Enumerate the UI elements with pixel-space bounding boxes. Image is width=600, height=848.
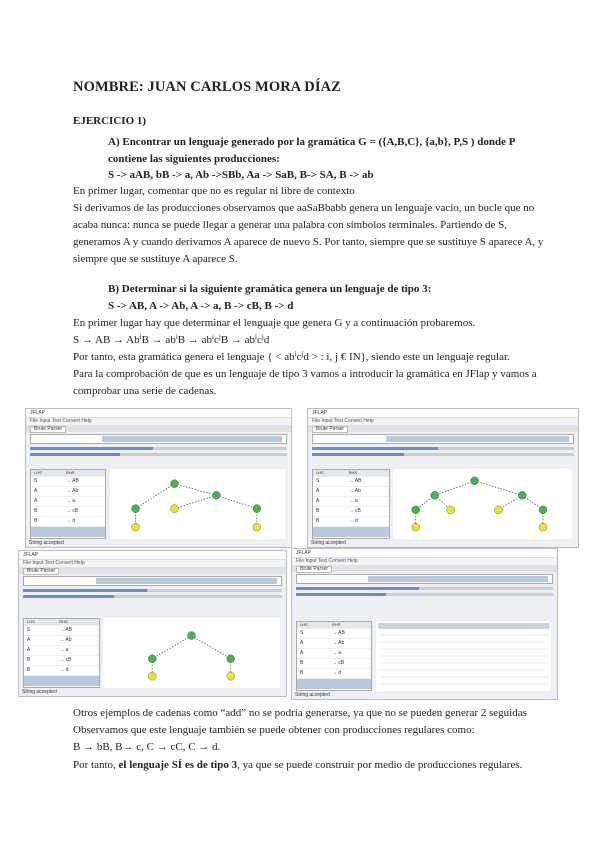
grammar-row[interactable] [31,497,105,507]
progress-slider[interactable] [296,587,553,590]
slider-fill [30,453,120,456]
grammar-row-selected[interactable] [313,527,389,537]
rhs: → d [59,667,69,673]
tree-node [539,523,547,531]
input-string-field[interactable] [102,436,282,442]
deriv-part: c [257,334,262,346]
text: , ya que se puede construir por medio de producciones regulares. [237,759,523,771]
paragraph: generamos A y cuando derivamos A aparece de nuevo S. Por tanto, siempre que se sustituye S aparece A, y [73,236,544,248]
rhs: → Ab [348,488,361,494]
lhs: A [34,488,38,494]
deriv-part: S → AB → Ab [73,334,140,346]
grammar-header: LHS RHS [297,622,371,629]
jflap-screenshot-3 [18,550,287,697]
input-toolbar [30,434,287,444]
deriv-part: B → ab [220,334,256,346]
jflap-screenshot-2 [307,408,579,548]
text: d > : i, j € IN}, siendo este un lenguaje regular. [303,351,510,363]
derivation-table-header [378,623,550,629]
grammar-row[interactable] [297,659,371,669]
tree-node [447,506,455,514]
menu-bar: File Input Test Convert Help [26,418,291,425]
paragraph: acaba nunca: nunca se puede llegar a generar una palabra con símbolos terminales. Partiendo de S, [73,219,508,231]
jflap-screenshot-1 [25,408,292,548]
rhs: → a [59,647,69,653]
rhs: → cB [332,660,345,666]
lhs: A [300,640,304,646]
tree-edge [475,481,523,496]
grammar-row[interactable] [313,517,389,527]
rhs: → Ab [66,488,79,494]
grammar-row-selected[interactable] [31,527,105,537]
status-bar: String accepted [26,540,291,547]
sup: i [139,333,142,341]
tab-brute-parser[interactable]: Brute Parser [30,426,66,433]
lhs: A [27,647,31,653]
grammar-row[interactable] [313,477,389,487]
tree-edge [216,495,256,508]
slider-fill [23,589,147,592]
progress-slider[interactable] [23,595,282,598]
derivation-tree [376,621,552,691]
grammar-row-selected[interactable] [297,679,371,689]
sup: i [255,333,257,341]
input-toolbar [296,574,553,584]
lhs: S [34,478,38,484]
status-bar: String accepted [308,540,578,547]
grammar-row[interactable] [31,517,105,527]
status-bar: String accepted [19,689,286,696]
lhs: B [316,508,320,514]
tree-node [494,506,502,514]
language-definition [73,350,510,364]
lhs: A [316,498,320,504]
grammar-row[interactable] [313,497,389,507]
rhs: → d [332,670,342,676]
window-title: JFLAP [292,549,557,558]
progress-slider[interactable] [23,589,282,592]
tree-edge [135,484,174,509]
grammar-row[interactable] [313,487,389,497]
progress-slider[interactable] [312,447,574,450]
grammar-row[interactable] [24,636,99,646]
grammar-row[interactable] [24,666,99,676]
slider-fill [30,447,153,450]
progress-slider[interactable] [30,447,287,450]
tree-node [212,491,220,499]
lhs: B [300,670,304,676]
sup: i [294,350,297,358]
derivation-tree [103,618,280,688]
grammar-row[interactable] [24,626,99,636]
grammar-row[interactable] [24,656,99,666]
tree-node [431,491,439,499]
deriv-part: d [263,334,270,346]
grammar-row[interactable] [24,646,99,656]
conclusion-emphasis: el lenguaje SÍ es de tipo 3 [118,759,238,771]
grammar-row[interactable] [297,669,371,679]
rhs: → cB [59,657,72,663]
tree-edge [174,495,216,508]
tab-bar [292,565,557,572]
lhs: A [34,498,38,504]
regular-productions: B → bB, B→ c, C → cC, C → d. [73,741,221,753]
grammar-row[interactable] [31,507,105,517]
input-string-field[interactable] [96,578,277,584]
menu-bar: File Input Test Convert Help [292,558,557,565]
tab-brute-parser[interactable]: Brute Parser [312,426,348,433]
tree-node [412,506,420,514]
paragraph: En primer lugar hay que determinar el lenguaje que genera G y a continuación probaremos. [73,317,476,329]
text: Por tanto, esta gramática genera el lenguaje { < ab [73,351,295,363]
tree-edge [152,636,191,659]
tree-node [518,491,526,499]
lhs: A [27,637,31,643]
grammar-table [312,469,390,539]
slider-fill [23,595,114,598]
tree-node [131,505,139,513]
rhs: → AB [66,478,79,484]
rhs: → Ab [59,637,72,643]
derivation-tree [393,469,572,539]
tab-bar [308,425,578,432]
conclusion [73,758,522,772]
paragraph: Si derivamos de las producciones observamos que aaSaBbabb genera un lenguaje vacío, un bucle que no [73,202,535,214]
rhs: → a [348,498,358,504]
tree-edge [435,481,475,496]
tree-edge [174,484,216,496]
rhs: → Ab [332,640,345,646]
input-string-field[interactable] [386,436,569,442]
tree-node [170,505,178,513]
rhs: → AB [332,630,345,636]
tree-node [227,672,235,680]
slider-fill [296,587,419,590]
window-title: JFLAP [19,551,286,560]
menu-bar: File Input Test Convert Help [19,560,286,567]
grammar-header: LHS RHS [31,470,105,477]
lhs: B [316,518,320,524]
part-a-heading-cont: contiene las siguientes producciones: [108,153,280,165]
grammar-row-selected[interactable] [24,676,99,686]
grammar-row[interactable] [31,477,105,487]
lhs: B [300,660,304,666]
slider-fill [312,453,404,456]
part-b-heading: B) Determinar si la siguiente gramática genera un lenguaje de tipo 3: [108,283,432,295]
text: c [296,351,302,363]
grammar-table [30,469,106,539]
paragraph: Otros ejemplos de cadenas como “add” no se podría generarse, ya que no se pueden generar 2 seguidas [73,707,527,719]
lhs: A [300,650,304,656]
sup: i [175,333,178,341]
status-bar: String accepted [292,692,557,699]
paragraph: comprobar una serie de cadenas. [73,385,217,397]
tree-node [188,632,196,640]
rhs: → d [66,518,76,524]
part-a-productions: S -> aAB, bB -> a, Ab ->SBb, Aa -> SaB, B-> SA, B -> ab [108,169,374,181]
paragraph: En primer lugar, comentar que no es regular ni libre de contexto [73,185,355,197]
paragraph: Para la comprobación de que es un lenguaje de tipo 3 vamos a introducir la gramática en JFlap y vamos a [73,368,537,380]
tree-node [252,523,260,531]
deriv-part: B → ab [141,334,176,346]
jflap-screenshot-4 [291,548,558,700]
sup: i [212,333,214,341]
grammar-row[interactable] [313,507,389,517]
part-b-productions: S -> AB, A -> Ab, A -> a, B -> cB, B -> d [108,300,294,312]
lhs: A [316,488,320,494]
document-title: NOMBRE: JUAN CARLOS MORA DÍAZ [73,79,341,95]
text: Por tanto, [73,759,119,771]
rhs: → AB [348,478,362,484]
tab-brute-parser[interactable]: Brute Parser [23,568,59,575]
sup: j [218,333,221,341]
grammar-table [296,621,372,691]
menu-bar: File Input Test Convert Help [308,418,578,425]
rhs: → cB [66,508,79,514]
lhs: S [27,627,31,633]
grammar-row[interactable] [297,649,371,659]
derivation [73,333,269,347]
tab-bar [19,567,286,574]
part-a-heading: A) Encontrar un lenguaje generado por la gramática G = ({A,B,C}, {a,b}, P,S ) donde P [108,136,516,148]
paragraph: Observamos que este lenguaje también se puede obtener con producciones regulares como: [73,724,475,736]
grammar-table [23,618,100,688]
rhs: → a [66,498,76,504]
tree-node [148,672,156,680]
progress-slider[interactable] [296,593,553,596]
deriv-part: B → ab [177,334,213,346]
slider-fill [312,447,438,450]
tree-node [412,523,420,531]
exercise-heading: EJERCICIO 1) [73,115,147,127]
grammar-header: LHS RHS [24,619,99,626]
progress-slider[interactable] [30,453,287,456]
grammar-row[interactable] [31,487,105,497]
tree-node [539,506,547,514]
input-toolbar [312,434,574,444]
progress-slider[interactable] [312,453,574,456]
lhs: B [27,667,31,673]
grammar-row[interactable] [297,629,371,639]
input-toolbar [23,576,282,586]
tree-node [471,477,479,485]
tab-brute-parser[interactable]: Brute Parser [296,566,332,573]
lhs: B [34,508,38,514]
input-string-field[interactable] [368,576,548,582]
paragraph: siempre que se sustituye A aparece S. [73,253,238,265]
lhs: S [300,630,304,636]
grammar-row[interactable] [297,639,371,649]
deriv-part: c [213,334,219,346]
tree-node [227,655,235,663]
sup: j [261,333,264,341]
rhs: → d [348,518,358,524]
rhs: → a [332,650,342,656]
lhs: B [27,657,31,663]
rhs: → AB [59,627,73,633]
derivation-tree [110,469,286,539]
tree-edge [192,636,231,659]
rhs: → cB [348,508,361,514]
sup: j [301,350,304,358]
tab-bar [26,425,291,432]
lhs: S [316,478,320,484]
lhs: B [34,518,38,524]
tree-node [170,480,178,488]
window-title: JFLAP [26,409,291,418]
grammar-header: LHS RHS [313,470,389,477]
tree-node [252,505,260,513]
slider-fill [296,593,386,596]
tree-node [148,655,156,663]
window-title: JFLAP [308,409,578,418]
tree-node [131,523,139,531]
